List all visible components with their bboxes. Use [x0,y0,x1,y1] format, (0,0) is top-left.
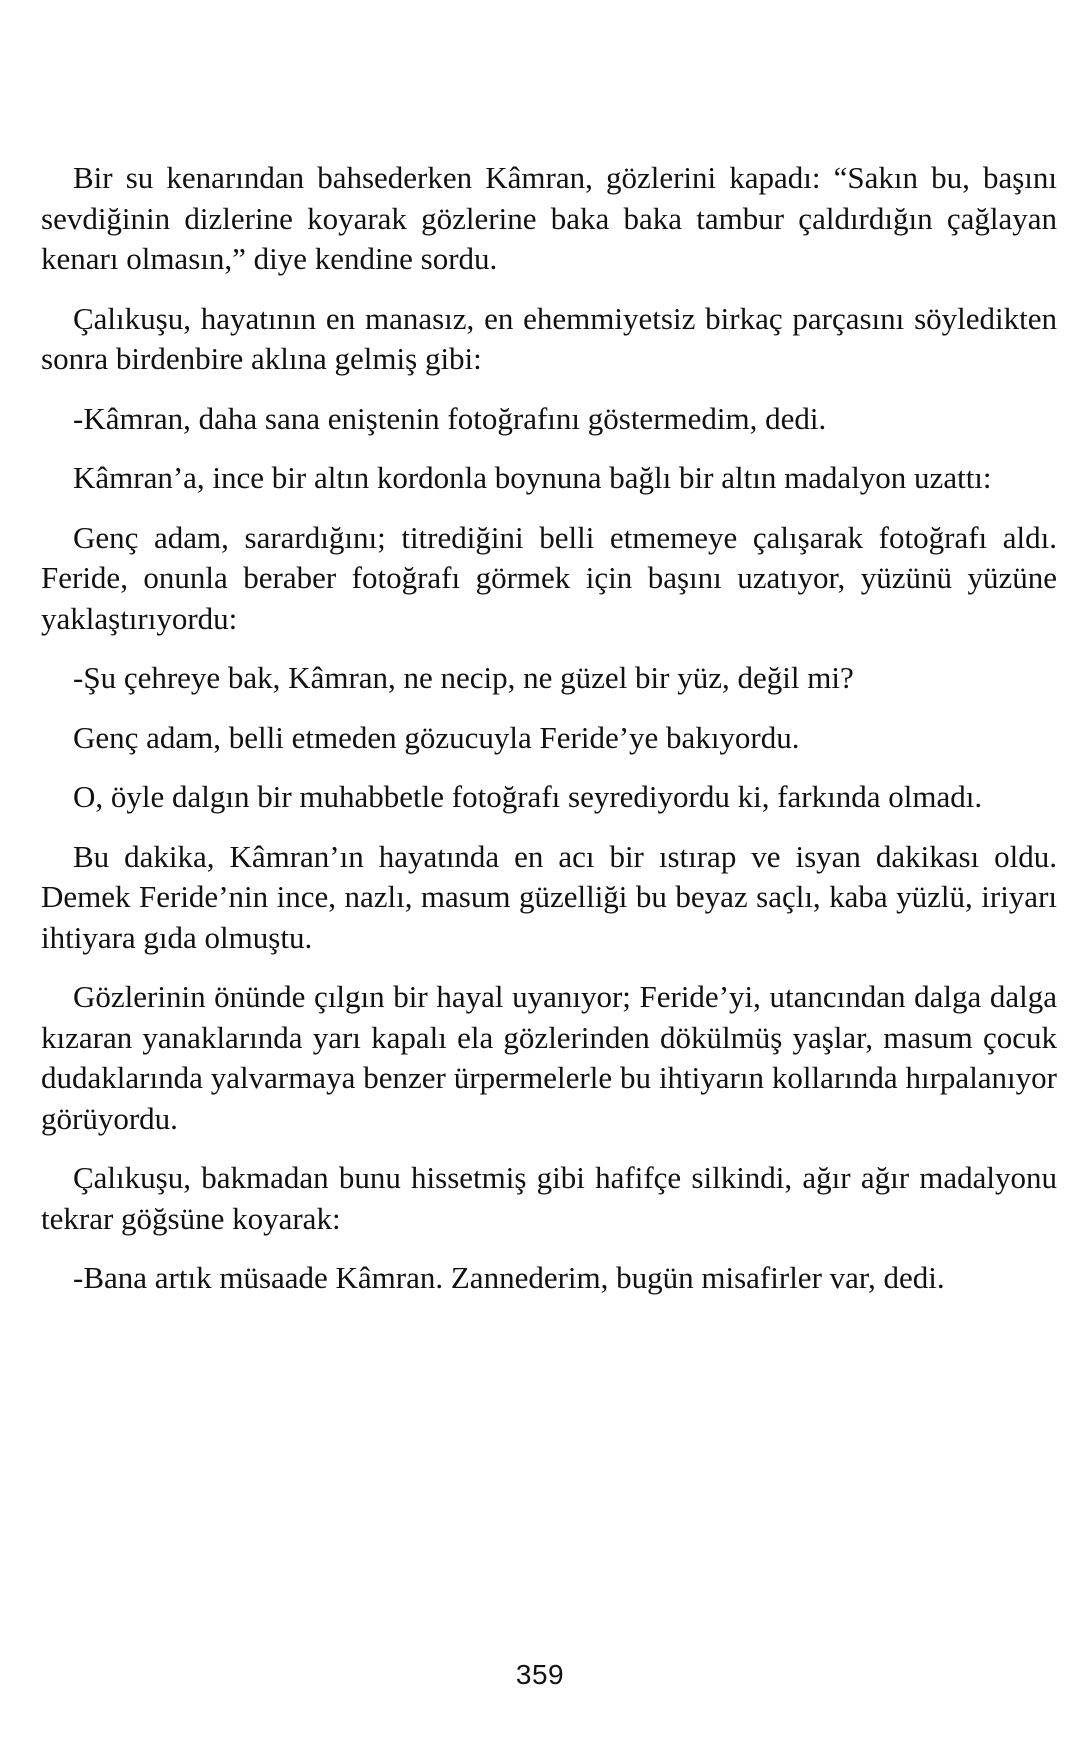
paragraph-1: Bir su kenarından bahsederken Kâmran, gözlerini kapadı: “Sakın bu, başını sevdiğinin dizlerine koyarak gözlerine baka baka tambur çaldırdığın çağlayan kenarı olmasın,” diye kendine sordu. [41,160,1057,276]
paragraph-10: Gözlerinin önünde çılgın bir hayal uyanıyor; Feride’yi, utancından dalga dalga kızaran yanaklarında yarı kapalı ela gözlerinden dökülmüş yaşlar, masum çocuk dudaklarında yalvarmaya benzer ürpermelerle bu ihtiyarın kollarında hırpalanıyor görüyordu. [41,979,1057,1136]
page-number: 359 [515,1659,565,1690]
paragraph-5: Genç adam, sarardığını; titrediğini belli etmemeye çalışarak fotoğrafı aldı. Feride, onunla beraber fotoğrafı görmek için başını uzatıyor, yüzünü yüzüne yaklaştırıyordu: [41,519,1057,636]
paragraph-12: -Bana artık müsaade Kâmran. Zannederim, bugün misafirler var, dedi. [73,1260,945,1295]
paragraph-9: Bu dakika, Kâmran’ın hayatında en acı bir ıstırap ve isyan dakikası oldu. Demek Feride’nin ince, nazlı, masum güzelliği bu beyaz saçlı, kaba yüzlü, iriyarı ihtiyara gıda olmuştu. [41,838,1057,955]
paragraph-6: -Şu çehreye bak, Kâmran, ne necip, ne güzel bir yüz, değil mi? [73,660,854,695]
paragraph-11: Çalıkuşu, bakmadan bunu hissetmiş gibi hafifçe silkindi, ağır ağır madalyonu tekrar göğsüne koyarak: [41,1160,1057,1236]
paragraph-7: Genç adam, belli etmeden gözucuyla Feride’ye bakıyordu. [73,719,800,755]
paragraph-3: -Kâmran, daha sana eniştenin fotoğrafını göstermedim, dedi. [73,400,827,436]
paragraph-4: Kâmran’a, ince bir altın kordonla boynuna bağlı bir altın madalyon uzattı: [73,460,992,495]
page-body-text [41,158,1057,1318]
paragraph-2: Çalıkuşu, hayatının en manasız, en ehemmiyetsiz birkaç parçasını söyledikten sonra birdenbire aklına gelmiş gibi: [41,300,1057,376]
paragraph-8: O, öyle dalgın bir muhabbetle fotoğrafı seyrediyordu ki, farkında olmadı. [73,779,983,814]
